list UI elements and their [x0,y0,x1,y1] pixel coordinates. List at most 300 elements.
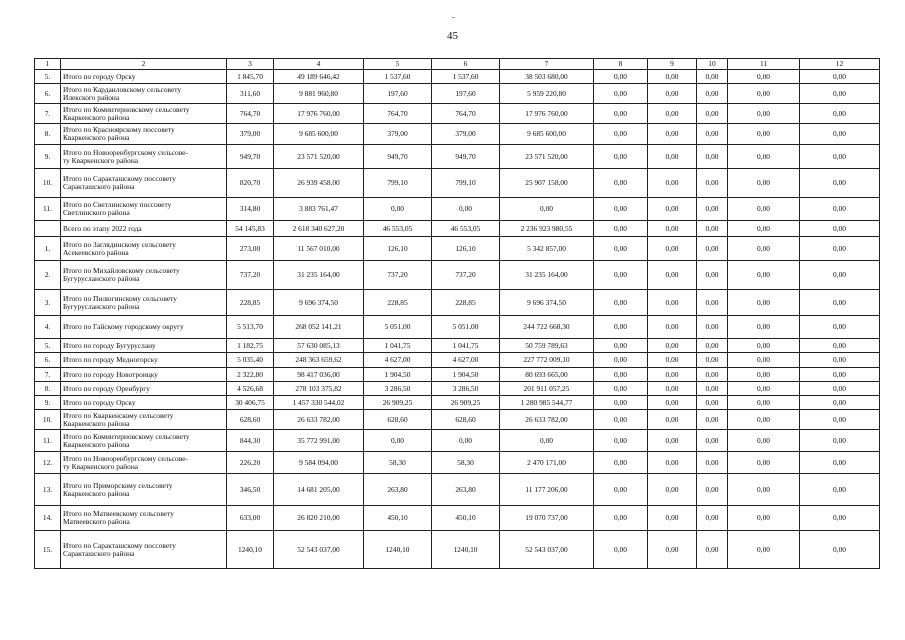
value-cell: 9 685 600,00 [274,124,364,145]
value-cell: 14 681 205,00 [274,474,364,506]
value-cell: 0,00 [594,237,648,261]
value-cell: 450,10 [364,506,432,531]
table-row [35,316,880,339]
value-cell: 764,70 [432,104,500,124]
value-cell: 0,00 [594,221,648,237]
value-cell: 764,70 [364,104,432,124]
value-cell: 1 280 985 544,77 [500,396,594,410]
value-cell: 50 759 789,63 [500,339,594,353]
value-cell: 201 911 057,25 [500,382,594,396]
value-cell: 379,00 [364,124,432,145]
column-header: 7 [500,59,594,70]
value-cell: 9 696 374,50 [274,290,364,316]
row-number-cell: 7. [35,104,61,124]
row-number-cell: 10. [35,169,61,198]
value-cell: 0,00 [728,410,800,430]
row-number-cell: 1. [35,237,61,261]
value-cell: 30 406,75 [227,396,274,410]
value-cell: 11 567 010,00 [274,237,364,261]
row-name-cell: Итого по городу Орску [61,396,227,410]
value-cell: 4 627,00 [432,353,500,368]
value-cell: 949,70 [227,145,274,169]
value-cell: 0,00 [697,452,728,474]
value-cell: 737,20 [364,261,432,290]
value-cell: 346,50 [227,474,274,506]
value-cell: 0,00 [800,430,880,452]
value-cell: 0,00 [728,221,800,237]
value-cell: 227 772 009,10 [500,353,594,368]
row-name-cell: Итого по Кваркенскому сельсовету Кваркенского района [61,410,227,430]
value-cell: 0,00 [594,261,648,290]
value-cell: 0,00 [594,410,648,430]
value-cell: 0,00 [728,316,800,339]
value-cell: 3 883 761,47 [274,198,364,221]
value-cell: 0,00 [648,124,697,145]
table-row [35,339,880,353]
value-cell: 1 457 330 544,02 [274,396,364,410]
value-cell: 1 904,50 [364,368,432,382]
value-cell: 0,00 [697,368,728,382]
value-cell: 1 041,75 [432,339,500,353]
value-cell: 379,00 [432,124,500,145]
value-cell: 0,00 [800,70,880,84]
value-cell: 1 041,75 [364,339,432,353]
value-cell: 46 553,05 [364,221,432,237]
value-cell: 628,60 [364,410,432,430]
column-header: 1 [35,59,61,70]
value-cell: 0,00 [697,104,728,124]
table-row [35,506,880,531]
value-cell: 0,00 [697,430,728,452]
row-number-cell: 11. [35,430,61,452]
value-cell: 1 182,75 [227,339,274,353]
value-cell: 0,00 [648,221,697,237]
table-row [35,430,880,452]
table-row [35,145,880,169]
column-header: 8 [594,59,648,70]
table-row [35,237,880,261]
value-cell: 0,00 [697,145,728,169]
value-cell: 5 513,70 [227,316,274,339]
value-cell: 0,00 [697,221,728,237]
value-cell: 49 189 646,42 [274,70,364,84]
value-cell: 0,00 [594,353,648,368]
row-name-cell: Итого по Пилюгинскому сельсовету Бугурусланского района [61,290,227,316]
value-cell: 0,00 [800,237,880,261]
row-number-cell: 7. [35,368,61,382]
value-cell: 0,00 [800,145,880,169]
value-cell: 52 543 037,00 [500,531,594,569]
table-row [35,169,880,198]
value-cell: 0,00 [648,353,697,368]
value-cell: 9 584 094,00 [274,452,364,474]
value-cell: 628,60 [227,410,274,430]
value-cell: 0,00 [728,368,800,382]
value-cell: 0,00 [728,124,800,145]
row-name-cell: Итого по Светлинскому поссовету Светлинского района [61,198,227,221]
value-cell: 0,00 [697,124,728,145]
value-cell: 0,00 [728,84,800,104]
value-cell: 263,80 [364,474,432,506]
column-header: 3 [227,59,274,70]
value-cell: 0,00 [697,261,728,290]
value-cell: 0,00 [594,145,648,169]
value-cell: 26 939 458,00 [274,169,364,198]
value-cell: 0,00 [800,198,880,221]
page-number: 45 [447,30,458,42]
table-row [35,221,880,237]
row-name-cell: Итого по Кардаиловскому сельсовету Илекского района [61,84,227,104]
row-name-cell: Итого по Саракташскому поссовету Саракташского района [61,169,227,198]
value-cell: 0,00 [648,474,697,506]
table-row [35,396,880,410]
row-name-cell: Итого по Матвеевскому сельсовету Матвеевского района [61,506,227,531]
value-cell: 379,00 [227,124,274,145]
value-cell: 737,20 [227,261,274,290]
value-cell: 799,10 [432,169,500,198]
value-cell: 0,00 [728,169,800,198]
value-cell: 5 051,00 [364,316,432,339]
value-cell: 0,00 [364,430,432,452]
value-cell: 0,00 [728,339,800,353]
value-cell: 0,00 [728,452,800,474]
row-number-cell: 11. [35,198,61,221]
value-cell: 0,00 [728,353,800,368]
row-name-cell: Итого по Новооренбургскому сельсове- ту Кваркенского района [61,145,227,169]
value-cell: 0,00 [800,339,880,353]
value-cell: 0,00 [728,70,800,84]
value-cell: 0,00 [500,198,594,221]
value-cell: 263,80 [432,474,500,506]
value-cell: 0,00 [728,531,800,569]
value-cell: 278 103 375,82 [274,382,364,396]
value-cell: 23 571 520,00 [500,145,594,169]
value-cell: 0,00 [800,104,880,124]
value-cell: 0,00 [728,382,800,396]
row-number-cell: 5. [35,339,61,353]
row-number-cell: 5. [35,70,61,84]
value-cell: 26 909,25 [364,396,432,410]
value-cell: 1240,10 [432,531,500,569]
value-cell: 0,00 [728,506,800,531]
value-cell: 5 959 220,80 [500,84,594,104]
value-cell: 0,00 [594,70,648,84]
row-number-cell [35,221,61,237]
value-cell: 228,85 [364,290,432,316]
row-number-cell: 14. [35,506,61,531]
value-cell: 54 145,83 [227,221,274,237]
value-cell: 799,10 [364,169,432,198]
value-cell: 0,00 [648,261,697,290]
column-header: 9 [648,59,697,70]
value-cell: 126,10 [364,237,432,261]
value-cell: 4 526,68 [227,382,274,396]
row-name-cell: Итого по Заглядинскому сельсовету Асекеевского района [61,237,227,261]
row-number-cell: 6. [35,353,61,368]
table-row [35,198,880,221]
table-row [35,382,880,396]
row-name-cell: Итого по городу Орску [61,70,227,84]
value-cell: 0,00 [648,198,697,221]
value-cell: 3 286,50 [364,382,432,396]
table-row [35,104,880,124]
table-row [35,290,880,316]
table-row [35,124,880,145]
value-cell: 0,00 [800,84,880,104]
value-cell: 5 342 857,00 [500,237,594,261]
value-cell: 0,00 [728,290,800,316]
value-cell: 844,30 [227,430,274,452]
value-cell: 0,00 [648,237,697,261]
value-cell: 0,00 [800,353,880,368]
table-row [35,452,880,474]
value-cell: 17 976 760,00 [500,104,594,124]
value-cell: 0,00 [800,221,880,237]
value-cell: 58,30 [432,452,500,474]
value-cell: 949,70 [364,145,432,169]
value-cell: 0,00 [594,169,648,198]
value-cell: 0,00 [697,396,728,410]
table-row [35,261,880,290]
value-cell: 5 051,00 [432,316,500,339]
value-cell: 80 693 665,00 [500,368,594,382]
row-name-cell: Итого по Новооренбургскому сельсове- ту Кваркенского района [61,452,227,474]
value-cell: 0,00 [648,368,697,382]
value-cell: 0,00 [432,430,500,452]
value-cell: 0,00 [800,396,880,410]
row-number-cell: 2. [35,261,61,290]
value-cell: 244 722 668,30 [500,316,594,339]
value-cell: 273,00 [227,237,274,261]
value-cell: 0,00 [364,198,432,221]
value-cell: 1 537,60 [432,70,500,84]
value-cell: 0,00 [648,531,697,569]
value-cell: 314,80 [227,198,274,221]
value-cell: 0,00 [728,104,800,124]
value-cell: 228,85 [432,290,500,316]
row-name-cell: Итого по Коминтерновскому сельсовету Кваркенского района [61,430,227,452]
value-cell: 0,00 [697,353,728,368]
value-cell: 311,60 [227,84,274,104]
value-cell: 0,00 [800,474,880,506]
value-cell: 0,00 [594,368,648,382]
column-header: 12 [800,59,880,70]
value-cell: 2 322,80 [227,368,274,382]
value-cell: 0,00 [728,261,800,290]
table-row [35,353,880,368]
value-cell: 126,10 [432,237,500,261]
value-cell: 0,00 [697,474,728,506]
row-name-cell: Итого по городу Оренбургу [61,382,227,396]
value-cell: 0,00 [800,124,880,145]
value-cell: 58,30 [364,452,432,474]
value-cell: 31 235 164,00 [274,261,364,290]
row-number-cell: 6. [35,84,61,104]
value-cell: 0,00 [800,290,880,316]
value-cell: 0,00 [697,531,728,569]
row-number-cell: 9. [35,145,61,169]
value-cell: 0,00 [594,430,648,452]
value-cell: 0,00 [728,145,800,169]
value-cell: 633,00 [227,506,274,531]
value-cell: 1 537,60 [364,70,432,84]
value-cell: 0,00 [800,531,880,569]
value-cell: 19 070 737,00 [500,506,594,531]
value-cell: 0,00 [594,290,648,316]
value-cell: 0,00 [648,506,697,531]
table-row [35,84,880,104]
value-cell: 764,70 [227,104,274,124]
table-header-row [35,59,880,70]
row-number-cell: 3. [35,290,61,316]
value-cell: 737,20 [432,261,500,290]
value-cell: 0,00 [594,316,648,339]
row-number-cell: 13. [35,474,61,506]
value-cell: 98 417 036,00 [274,368,364,382]
value-cell: 0,00 [432,198,500,221]
value-cell: 1240,10 [364,531,432,569]
table-row [35,70,880,84]
value-cell: 197,60 [364,84,432,104]
row-number-cell: 12. [35,452,61,474]
value-cell: 0,00 [728,396,800,410]
value-cell: 0,00 [500,430,594,452]
value-cell: 0,00 [697,506,728,531]
value-cell: 0,00 [697,84,728,104]
value-cell: 0,00 [648,339,697,353]
value-cell: 0,00 [697,382,728,396]
value-cell: 1 904,50 [432,368,500,382]
value-cell: 0,00 [800,452,880,474]
value-cell: 268 052 141,21 [274,316,364,339]
row-name-cell: Итого по городу Медногорску [61,353,227,368]
row-name-cell: Всего по этапу 2022 года [61,221,227,237]
value-cell: 0,00 [594,124,648,145]
value-cell: 1 845,70 [227,70,274,84]
row-name-cell: Итого по Михайловскому сельсовету Бугурусланского района [61,261,227,290]
value-cell: 0,00 [594,382,648,396]
value-cell: 0,00 [648,430,697,452]
row-number-cell: 10. [35,410,61,430]
value-cell: 0,00 [728,474,800,506]
row-name-cell: Итого по городу Бугуруслану [61,339,227,353]
value-cell: 31 235 164,00 [500,261,594,290]
table-row [35,474,880,506]
value-cell: 9 881 960,80 [274,84,364,104]
row-number-cell: 15. [35,531,61,569]
table-row [35,368,880,382]
value-cell: 0,00 [594,198,648,221]
column-header: 2 [61,59,227,70]
table-row [35,531,880,569]
value-cell: 0,00 [800,382,880,396]
value-cell: 0,00 [728,237,800,261]
value-cell: 9 696 374,50 [500,290,594,316]
value-cell: 5 035,40 [227,353,274,368]
value-cell: 0,00 [594,452,648,474]
value-cell: 0,00 [648,145,697,169]
row-name-cell: Итого по Коминтерновскому сельсовету Кваркенского района [61,104,227,124]
value-cell: 0,00 [648,169,697,198]
value-cell: 0,00 [594,84,648,104]
value-cell: 26 633 782,00 [274,410,364,430]
value-cell: 0,00 [697,316,728,339]
value-cell: 0,00 [594,339,648,353]
value-cell: 1240,10 [227,531,274,569]
value-cell: 2 470 171,00 [500,452,594,474]
scan-artifact [452,17,455,18]
value-cell: 0,00 [648,410,697,430]
value-cell: 4 627,00 [364,353,432,368]
value-cell: 0,00 [594,531,648,569]
value-cell: 35 772 991,00 [274,430,364,452]
value-cell: 3 286,50 [432,382,500,396]
table-row [35,410,880,430]
value-cell: 0,00 [697,339,728,353]
value-cell: 949,70 [432,145,500,169]
row-name-cell: Итого по Красноярскому поссовету Кваркенского района [61,124,227,145]
value-cell: 0,00 [800,410,880,430]
row-number-cell: 9. [35,396,61,410]
column-header: 4 [274,59,364,70]
column-header: 5 [364,59,432,70]
value-cell: 248 363 659,62 [274,353,364,368]
data-table [34,58,880,569]
value-cell: 26 820 210,00 [274,506,364,531]
value-cell: 0,00 [697,237,728,261]
value-cell: 2 236 923 980,55 [500,221,594,237]
value-cell: 0,00 [800,506,880,531]
value-cell: 0,00 [697,70,728,84]
value-cell: 0,00 [648,396,697,410]
value-cell: 0,00 [697,198,728,221]
value-cell: 17 976 760,00 [274,104,364,124]
value-cell: 0,00 [697,410,728,430]
value-cell: 52 543 037,00 [274,531,364,569]
value-cell: 2 618 340 627,20 [274,221,364,237]
value-cell: 820,70 [227,169,274,198]
value-cell: 0,00 [800,368,880,382]
value-cell: 0,00 [800,169,880,198]
column-header: 11 [728,59,800,70]
value-cell: 0,00 [594,396,648,410]
table-body [35,70,880,569]
row-name-cell: Итого по Гайскому городскому округу [61,316,227,339]
value-cell: 0,00 [648,382,697,396]
column-header: 10 [697,59,728,70]
value-cell: 0,00 [728,430,800,452]
value-cell: 23 571 520,00 [274,145,364,169]
value-cell: 0,00 [648,84,697,104]
column-header: 6 [432,59,500,70]
value-cell: 0,00 [594,506,648,531]
value-cell: 628,60 [432,410,500,430]
value-cell: 0,00 [594,104,648,124]
value-cell: 26 909,25 [432,396,500,410]
value-cell: 25 907 158,00 [500,169,594,198]
row-number-cell: 4. [35,316,61,339]
value-cell: 0,00 [800,316,880,339]
value-cell: 0,00 [648,290,697,316]
value-cell: 57 630 085,13 [274,339,364,353]
value-cell: 450,10 [432,506,500,531]
value-cell: 38 503 680,00 [500,70,594,84]
value-cell: 197,60 [432,84,500,104]
value-cell: 0,00 [594,474,648,506]
row-name-cell: Итого по городу Новотроицку [61,368,227,382]
value-cell: 0,00 [648,104,697,124]
value-cell: 11 177 206,00 [500,474,594,506]
